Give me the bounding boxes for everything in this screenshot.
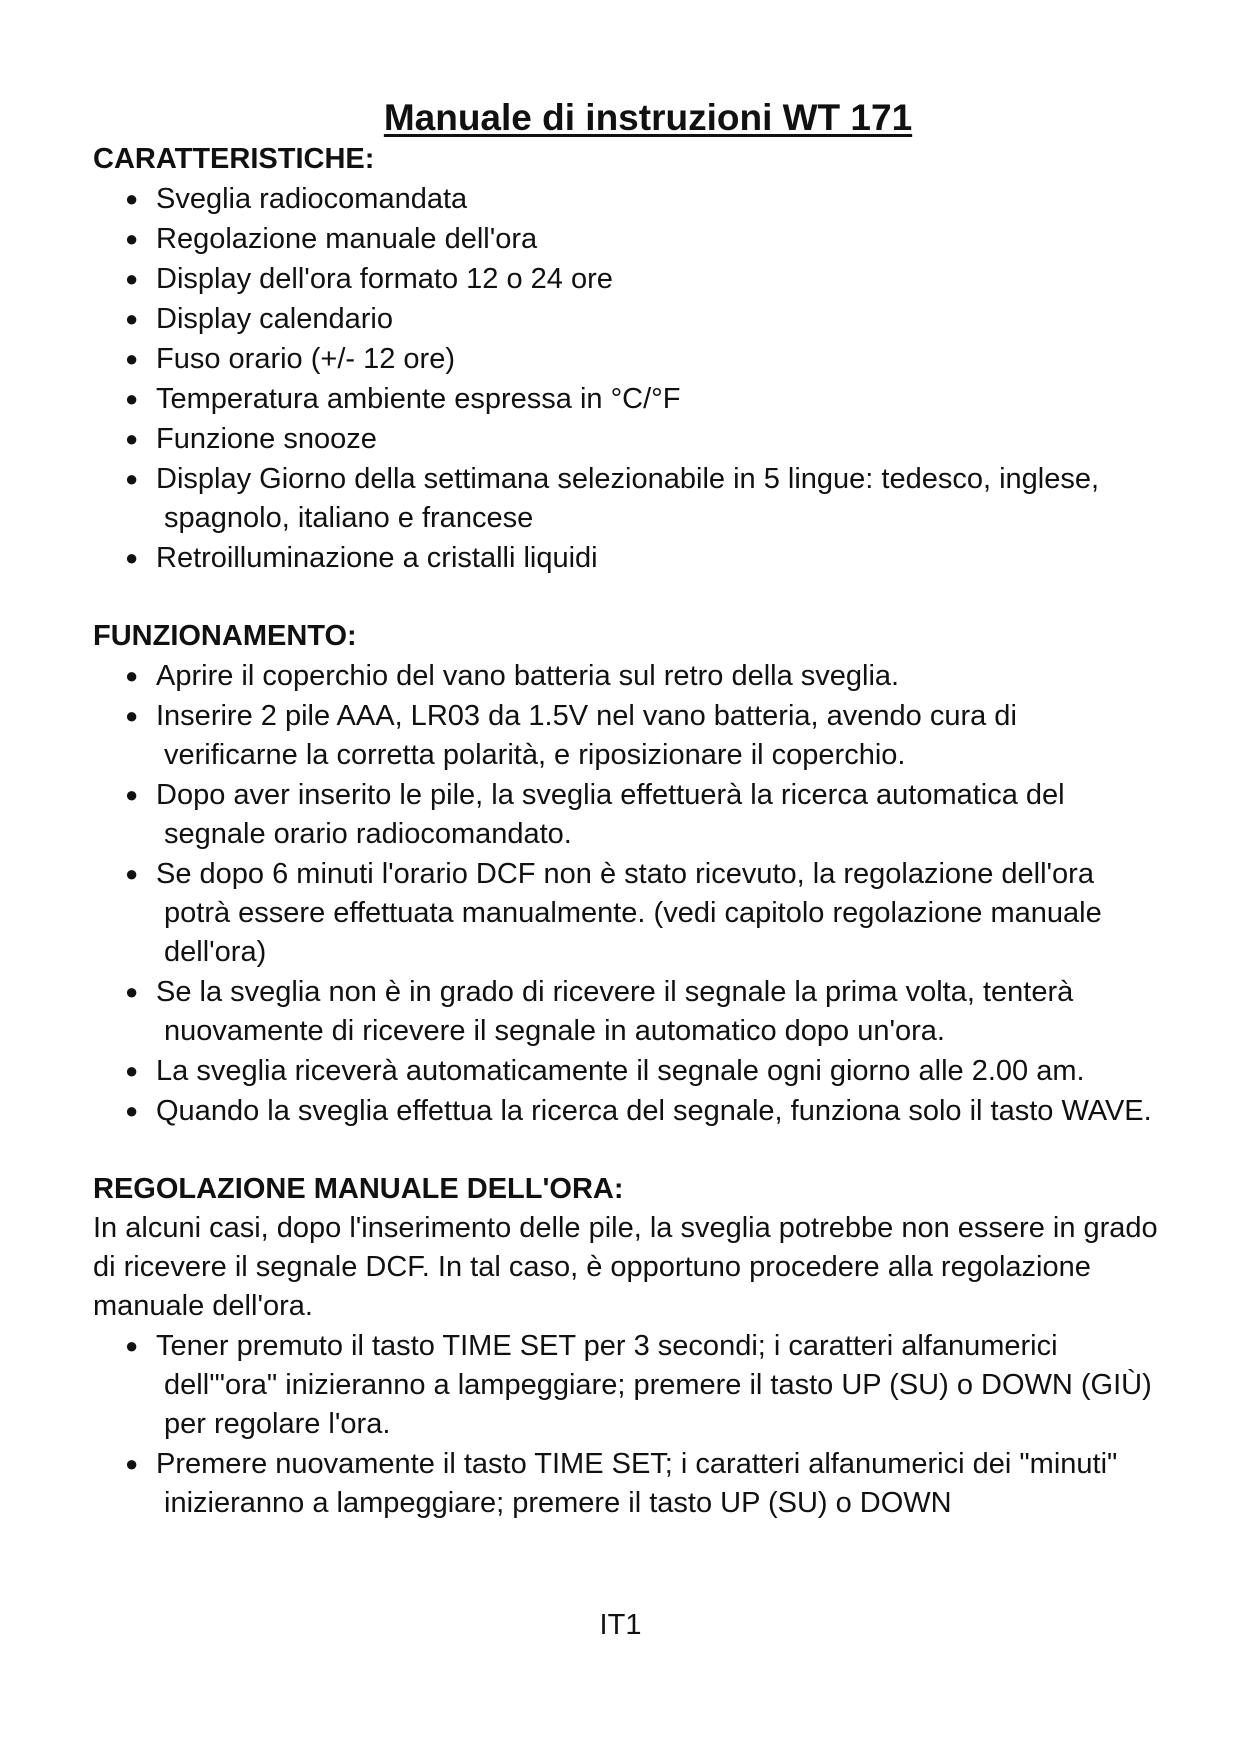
list-item: ● Se dopo 6 minuti l'orario DCF non è stato ricevuto, la regolazione dell'ora potrà essere effettuata manualmente. (vedi capitolo regolazione manuale dell'ora) (93, 854, 1173, 972)
bullet-icon: ● (125, 346, 139, 371)
section-gap (93, 1131, 1173, 1170)
list-item: ● Quando la sveglia effettua la ricerca del segnale, funziona solo il tasto WAVE. (93, 1091, 1173, 1131)
list-item: ● Display Giorno della settimana selezionabile in 5 lingue: tedesco, inglese, spagnolo, italiano e francese (93, 459, 1173, 538)
list-item: ● Temperatura ambiente espressa in °C/°F (93, 379, 1173, 419)
features-list (93, 179, 1173, 578)
list-item: ● La sveglia riceverà automaticamente il segnale ogni giorno alle 2.00 am. (93, 1051, 1173, 1091)
bullet-icon: ● (125, 226, 139, 251)
features-heading: CARATTERISTICHE: (93, 143, 375, 175)
list-item: ● Regolazione manuale dell'ora (93, 219, 1173, 259)
bullet-icon: ● (125, 186, 139, 211)
bullet-icon: ● (125, 545, 139, 570)
list-item: ● Sveglia radiocomandata (93, 179, 1173, 219)
bullet-icon: ● (125, 306, 139, 331)
manual-page (93, 96, 1173, 1523)
list-item: ● Premere nuovamente il tasto TIME SET; i caratteri alfanumerici dei "minuti" inizieranno a lampeggiare; premere il tasto UP (SU) o DOWN (93, 1444, 1173, 1523)
bullet-icon: ● (125, 1333, 139, 1358)
bullet-icon: ● (125, 466, 139, 491)
list-item: ● Tener premuto il tasto TIME SET per 3 secondi; i caratteri alfanumerici dell'"ora" inizieranno a lampeggiare; premere il tasto UP (SU) o DOWN (GIÙ) per regolare l'ora. (93, 1326, 1173, 1444)
manual-time-intro: In alcuni casi, dopo l'inserimento delle pile, la sveglia potrebbe non essere in grado di ricevere il segnale DCF. In tal caso, è opportuno procedere alla regolazione manuale dell'ora. (93, 1212, 1158, 1322)
operation-heading: FUNZIONAMENTO: (93, 620, 357, 652)
bullet-icon: ● (125, 861, 139, 886)
list-item: ● Fuso orario (+/- 12 ore) (93, 339, 1173, 379)
section-gap (93, 578, 1173, 617)
list-item: ● Se la sveglia non è in grado di ricevere il segnale la prima volta, tenterà nuovamente di ricevere il segnale in automatico dopo un'ora. (93, 972, 1173, 1051)
document-title: Manuale di instruzioni WT 171 (383, 97, 913, 138)
bullet-icon: ● (125, 426, 139, 451)
bullet-icon: ● (125, 663, 139, 688)
list-item: ● Retroilluminazione a cristalli liquidi (93, 538, 1173, 578)
list-item: ● Display calendario (93, 299, 1173, 339)
bullet-icon: ● (125, 1058, 139, 1083)
bullet-icon: ● (125, 782, 139, 807)
bullet-icon: ● (125, 703, 139, 728)
list-item: ● Dopo aver inserito le pile, la sveglia effettuerà la ricerca automatica del segnale orario radiocomandato. (93, 775, 1173, 854)
operation-list (93, 656, 1173, 1131)
manual-time-heading: REGOLAZIONE MANUALE DELL'ORA: (93, 1173, 624, 1205)
bullet-icon: ● (125, 266, 139, 291)
manual-time-list (93, 1326, 1173, 1523)
list-item: ● Funzione snooze (93, 419, 1173, 459)
bullet-icon: ● (125, 979, 139, 1004)
page-number: IT1 (599, 1609, 642, 1641)
list-item: ● Aprire il coperchio del vano batteria sul retro della sveglia. (93, 656, 1173, 696)
bullet-icon: ● (125, 1451, 139, 1476)
list-item: ● Inserire 2 pile AAA, LR03 da 1.5V nel vano batteria, avendo cura di verificarne la corretta polarità, e riposizionare il coperchio. (93, 696, 1173, 775)
list-item: ● Display dell'ora formato 12 o 24 ore (93, 259, 1173, 299)
bullet-icon: ● (125, 1098, 139, 1123)
bullet-icon: ● (125, 386, 139, 411)
